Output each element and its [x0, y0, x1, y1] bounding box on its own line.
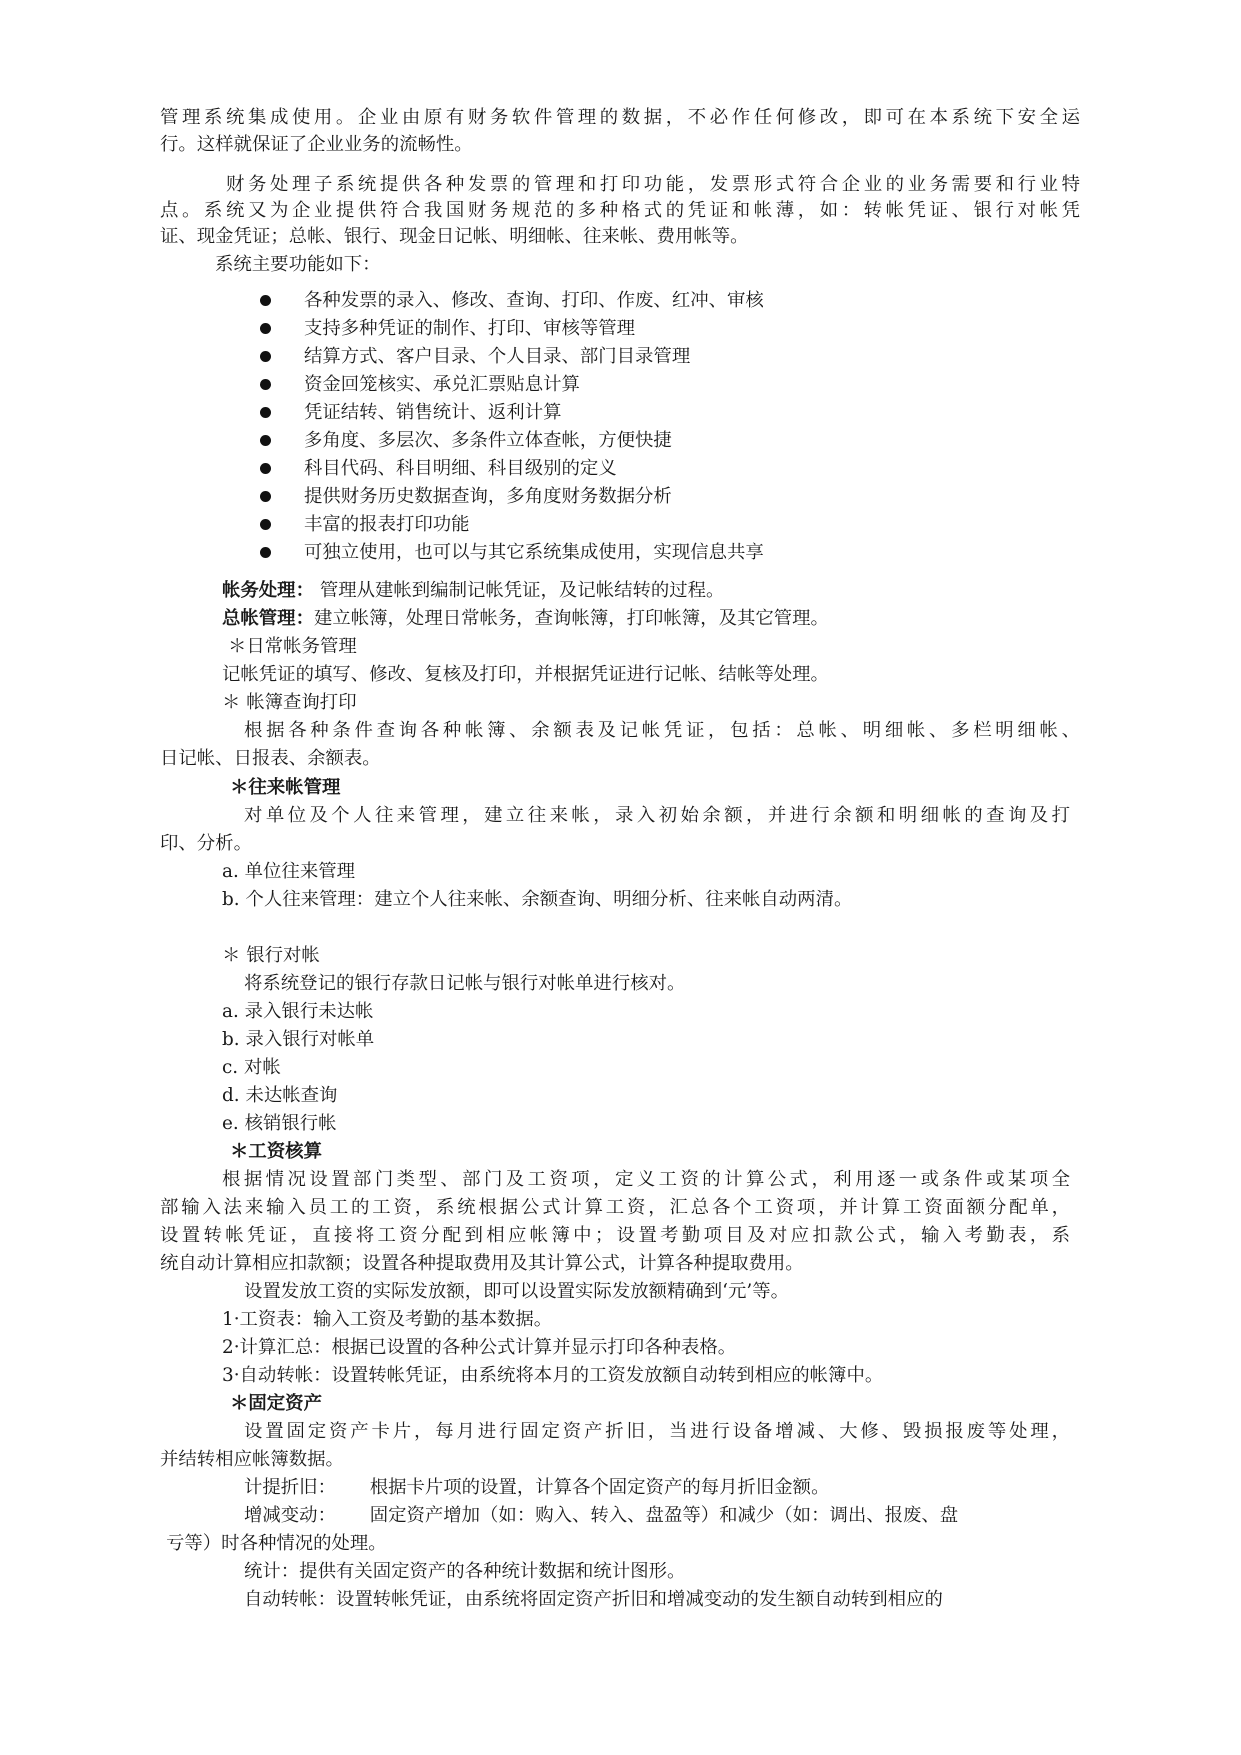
current-accounts-text-1: 对单位及个人往来管理，建立往来帐，录入初始余额，并进行余额和明细帐的查询及打 — [244, 805, 1070, 826]
feature-item: 资金回笼核实、承兑汇票贴息计算 — [304, 374, 580, 395]
current-accounts-heading: ＊往来帐管理 — [230, 777, 341, 798]
asset-change-continued: 亏等）时各种情况的处理。 — [166, 1533, 387, 1554]
bullet-icon — [260, 351, 271, 362]
bullet-icon — [260, 463, 271, 474]
asset-auto-transfer: 自动转帐：设置转帐凭证，由系统将固定资产折旧和增减变动的发生额自动转到相应的 — [244, 1589, 943, 1610]
bank-item: d. 未达帐查询 — [222, 1085, 338, 1106]
asset-statistics: 统计：提供有关固定资产的各种统计数据和统计图形。 — [244, 1561, 686, 1582]
depreciation — [244, 1475, 829, 1501]
daily-accounts-text: 记帐凭证的填写、修改、复核及打印，并根据凭证进行记帐、结帐等处理。 — [222, 664, 829, 685]
fixed-assets-text-1: 设置固定资产卡片，每月进行固定资产折旧，当进行设备增减、大修、毁损报废等处理， — [244, 1421, 1070, 1442]
fixed-assets-text-2: 并结转相应帐簿数据。 — [160, 1449, 344, 1470]
bullet-icon — [260, 379, 271, 390]
ledger-query-heading: ＊ 帐簿查询打印 — [222, 692, 357, 713]
accounting-processing-text: 管理从建帐到编制记帐凭证，及记帐结转的过程。 — [319, 580, 725, 601]
payroll-item: 2·计算汇总：根据已设置的各种公式计算并显示打印各种表格。 — [222, 1337, 737, 1358]
ledger-query-text-1: 根据各种条件查询各种帐簿、余额表及记帐凭证，包括：总帐、明细帐、多栏明细帐、 — [244, 720, 1080, 741]
feature-item: 丰富的报表打印功能 — [304, 514, 470, 535]
asset-change — [244, 1503, 958, 1529]
bank-item: e. 核销银行帐 — [222, 1113, 337, 1134]
features-intro: 系统主要功能如下： — [215, 254, 381, 275]
current-accounts-item: a. 单位往来管理 — [222, 861, 355, 882]
payroll-text-2: 部输入法来输入员工的工资，系统根据公式计算工资，汇总各个工资项，并计算工资面额分配单， — [160, 1197, 1070, 1218]
depreciation-label: 计提折旧： — [244, 1477, 336, 1498]
bullet-icon — [260, 435, 271, 446]
bullet-icon — [260, 547, 271, 558]
fixed-assets-heading: ＊固定资产 — [230, 1393, 322, 1414]
feature-item: 凭证结转、销售统计、返利计算 — [304, 402, 562, 423]
accounting-processing-label: 帐务处理： — [222, 580, 314, 601]
feature-item: 支持多种凭证的制作、打印、审核等管理 — [304, 318, 636, 339]
payroll-text-1: 根据情况设置部门类型、部门及工资项，定义工资的计算公式，利用逐一或条件或某项全 — [222, 1169, 1070, 1190]
payroll-item: 1·工资表：输入工资及考勤的基本数据。 — [222, 1309, 553, 1330]
bank-reconciliation-text: 将系统登记的银行存款日记帐与银行对帐单进行核对。 — [244, 973, 686, 994]
payroll-text-5: 设置发放工资的实际发放额，即可以设置实际发放额精确到‘元’等。 — [244, 1281, 790, 1302]
bank-item: b. 录入银行对帐单 — [222, 1029, 375, 1050]
current-accounts-text-2: 印、分析。 — [160, 833, 252, 854]
bullet-icon — [260, 519, 271, 530]
current-accounts-item: b. 个人往来管理：建立个人往来帐、余额查询、明细分析、往来帐自动两清。 — [222, 889, 853, 910]
feature-item: 提供财务历史数据查询，多角度财务数据分析 — [304, 486, 672, 507]
bullet-icon — [260, 407, 271, 418]
bank-reconciliation-heading: ＊ 银行对帐 — [222, 945, 320, 966]
daily-accounts-heading: ＊日常帐务管理 — [228, 636, 357, 657]
payroll-item: 3·自动转帐：设置转帐凭证，由系统将本月的工资发放额自动转到相应的帐簿中。 — [222, 1365, 884, 1386]
accounting-processing — [222, 578, 724, 604]
ledger-query-text-2: 日记帐、日报表、余额表。 — [160, 748, 381, 769]
intro-line-4: 点。系统又为企业提供符合我国财务规范的多种格式的凭证和帐薄，如：转帐凭证、银行对帐凭 — [160, 200, 1080, 221]
bank-item: c. 对帐 — [222, 1057, 281, 1078]
asset-change-label: 增减变动： — [244, 1505, 336, 1526]
payroll-text-3: 设置转帐凭证，直接将工资分配到相应帐簿中；设置考勤项目及对应扣款公式，输入考勤表，系 — [160, 1225, 1070, 1246]
intro-line-1: 管理系统集成使用。企业由原有财务软件管理的数据，不必作任何修改，即可在本系统下安全运 — [160, 107, 1080, 128]
feature-item: 结算方式、客户目录、个人目录、部门目录管理 — [304, 346, 691, 367]
bullet-icon — [260, 323, 271, 334]
general-ledger — [222, 606, 829, 632]
intro-line-5: 证、现金凭证；总帐、银行、现金日记帐、明细帐、往来帐、费用帐等。 — [160, 226, 749, 247]
bullet-icon — [260, 295, 271, 306]
feature-item: 科目代码、科目明细、科目级别的定义 — [304, 458, 617, 479]
feature-item: 各种发票的录入、修改、查询、打印、作废、红冲、审核 — [304, 290, 764, 311]
depreciation-text: 根据卡片项的设置，计算各个固定资产的每月折旧金额。 — [369, 1477, 830, 1498]
payroll-heading: ＊工资核算 — [230, 1141, 322, 1162]
bank-item: a. 录入银行未达帐 — [222, 1001, 374, 1022]
bullet-icon — [260, 491, 271, 502]
intro-line-3: 财务处理子系统提供各种发票的管理和打印功能，发票形式符合企业的业务需要和行业特 — [226, 174, 1080, 195]
asset-change-text: 固定资产增加（如：购入、转入、盘盈等）和减少（如：调出、报废、盘 — [369, 1505, 959, 1526]
feature-item: 多角度、多层次、多条件立体查帐，方便快捷 — [304, 430, 672, 451]
payroll-text-4: 统自动计算相应扣款额；设置各种提取费用及其计算公式，计算各种提取费用。 — [160, 1253, 804, 1274]
feature-item: 可独立使用，也可以与其它系统集成使用，实现信息共享 — [304, 542, 764, 563]
intro-line-2: 行。这样就保证了企业业务的流畅性。 — [160, 134, 473, 155]
general-ledger-label: 总帐管理： — [222, 608, 314, 629]
general-ledger-text: 建立帐簿，处理日常帐务，查询帐簿，打印帐簿，及其它管理。 — [313, 608, 829, 629]
